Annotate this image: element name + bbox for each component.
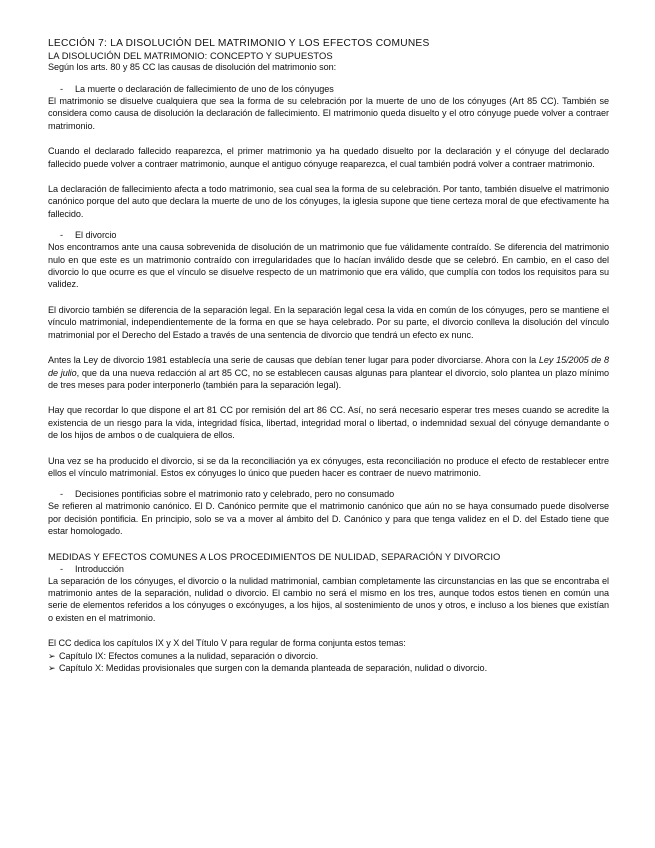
- paragraph-text: , que da una nueva redacción al art 85 CC, no se establecen causas algunas para plantear el divorcio, solo plantea un plazo mínimo de tres meses para poder interponerlo (también para la separación legal).: [48, 367, 609, 390]
- paragraph: El divorcio también se diferencia de la separación legal. En la separación legal cesa la vida en común de los cónyuges, pero se mantiene el vínculo matrimonial, independientemente de la forma en que se haya celebrado. Por su parte, el divorcio conlleva la disolución del vínculo matrimonial por el Derecho del Estado a través de una sentencia de divorcio que tendrá un efecto ex nunc.: [48, 304, 609, 340]
- bullet-label: Decisiones pontificias sobre el matrimonio rato y celebrado, pero no consumado: [75, 489, 395, 500]
- bullet-dash: -: [60, 230, 63, 241]
- paragraph: El CC dedica los capítulos IX y X del Título V para regular de forma conjunta estos temas:: [48, 638, 406, 649]
- bullet-label: La muerte o declaración de fallecimiento de uno de los cónyuges: [75, 84, 334, 94]
- bullet-fallecimiento: [48, 83, 609, 95]
- paragraph: Una vez se ha producido el divorcio, si se da la reconciliación ya ex cónyuges, esta reconciliación no produce el efecto de restablecer entre ellos el vínculo matrimonial. Estos ex cónyuges lo único que pueden hacer es contraer de nuevo matrimonio.: [48, 455, 609, 478]
- intro-text: Según los arts. 80 y 85 CC las causas de disolución del matrimonio son:: [48, 62, 337, 72]
- paragraph: Hay que recordar lo que dispone el art 81 CC por remisión del art 86 CC. Así, no será necesario esperar tres meses cuando se acredite la existencia de un riesgo para la vida, integridad física, libertad, integridad moral o libertad, o indemnidad sexual del cónyuge demandante o de los hijos de ambos o de cualquiera de ellos.: [48, 405, 609, 441]
- bullet-pontificias: [48, 488, 609, 500]
- law-reference: Ley 15/2005 de 8 de julio: [48, 355, 609, 378]
- paragraph: El matrimonio se disuelve cualquiera que sea la forma de su celebración por la muerte de uno de los cónyuges (Art 85 CC). También se considera como causa de disolución la declaración de fallecimiento. El matrimonio queda disuelto y el otro cónyuge puede volver a contraer matrimonio.: [48, 96, 609, 131]
- lesson-title: LECCIÓN 7: LA DISOLUCIÓN DEL MATRIMONIO Y LOS EFECTOS COMUNES: [48, 38, 430, 49]
- document-page: [48, 38, 609, 675]
- bullet-introduccion: [48, 563, 609, 575]
- paragraph: Se refieren al matrimonio canónico. El D. Canónico permite que el matrimonio canónico que aún no se haya consumado puede disolverse por decisión pontificia. En principio, solo se va a mover al ámbito del D. Canónico y para que tenga validez en el D. del Estado tiene que estar homologado.: [48, 501, 609, 537]
- paragraph: [48, 354, 609, 391]
- bullet-label: Introducción: [75, 563, 124, 574]
- bullet-label: El divorcio: [75, 230, 117, 241]
- list-item: [48, 650, 609, 663]
- paragraph: Nos encontramos ante una causa sobrevenida de disolución de un matrimonio que fue válidamente contraído. Se diferencia del matrimonio nulo en que este es un matrimonio contraído con irregularidades que lo hacían inválido desde que se celebró. En cambio, en el caso del divorcio lo que ocurre es que el vínculo se disuelve respecto de un matrimonio que era válido, que cumplía con todos los requisitos para su validez.: [48, 242, 609, 290]
- section-subtitle: LA DISOLUCIÓN DEL MATRIMONIO: CONCEPTO Y SUPUESTOS: [48, 50, 333, 61]
- bullet-dash: -: [60, 563, 63, 574]
- paragraph-text: Antes la Ley de divorcio 1981 establecía una serie de causas que debían tener lugar para poder divorciarse. Ahora con la: [48, 355, 539, 366]
- bullet-divorcio: [48, 229, 609, 241]
- bullet-dash: -: [60, 489, 63, 500]
- list-item-label: Capítulo IX: Efectos comunes a la nulidad, separación o divorcio.: [59, 650, 319, 661]
- list-item: [48, 662, 609, 675]
- arrow-bullet-icon: ➢: [48, 650, 56, 661]
- bullet-dash: -: [60, 84, 63, 94]
- list-item-label: Capítulo X: Medidas provisionales que surgen con la demanda planteada de separación, nulidad o divorcio.: [59, 663, 488, 674]
- paragraph: La declaración de fallecimiento afecta a todo matrimonio, sea cual sea la forma de su celebración. Por tanto, también disuelve el matrimonio canónico porque del auto que declara la muerte de uno de los cónyuges, la iglesia supone que tiene certeza moral de que efectivamente ha fallecido.: [48, 184, 609, 219]
- paragraph: Cuando el declarado fallecido reaparezca, el primer matrimonio ya ha quedado disuelto por la declaración y el cónyuge del declarado fallecido puede volver a contraer matrimonio, aunque el antiguo cónyuge reaparezca, el cual también podrá volver a contraer matrimonio.: [48, 146, 609, 169]
- section-heading: MEDIDAS Y EFECTOS COMUNES A LOS PROCEDIMIENTOS DE NULIDAD, SEPARACIÓN Y DIVORCIO: [48, 550, 501, 562]
- paragraph: La separación de los cónyuges, el divorcio o la nulidad matrimonial, cambian completamente las circunstancias en las que se encontraba el matrimonio antes de la separación, nulidad o divorcio. El cambio no será el mismo en los tres, aunque todos estos tienen en común una serie de elementos referidos a los cónyuges o excónyuges, a los hijos, al sostenimiento de unos y otros, e incluso a los bienes que existían o existen en el matrimonio.: [48, 575, 609, 623]
- arrow-bullet-icon: ➢: [48, 663, 56, 674]
